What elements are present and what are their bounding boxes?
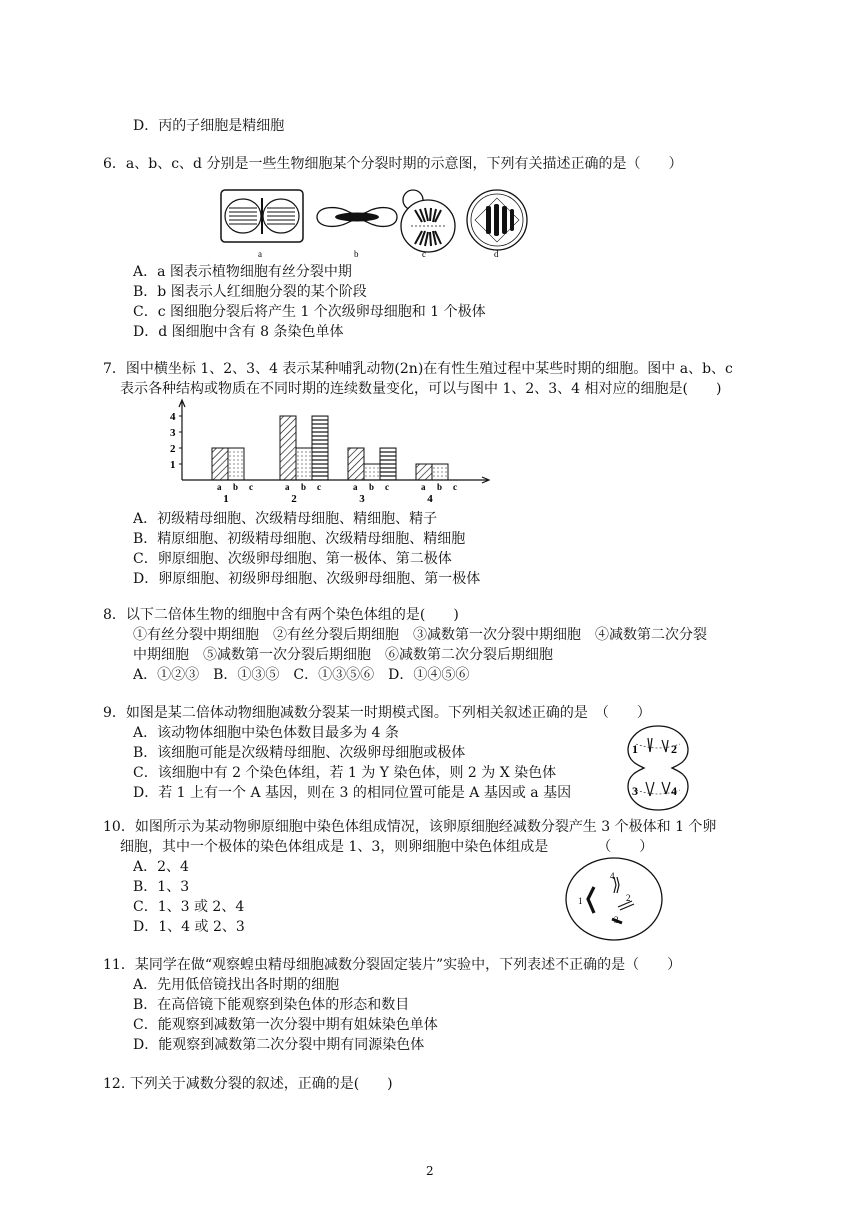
q6-figure-d	[467, 190, 527, 250]
q7-series-label: c	[317, 482, 321, 492]
q10-cell-figure	[562, 855, 666, 943]
q9-label-4: 4	[671, 784, 677, 798]
q7-category-label: 2	[291, 493, 297, 505]
q10-option-d: D．1、4 或 2、3	[133, 919, 245, 935]
q8-options: A．①②③ B．①③⑤ C．①③⑤⑥ D．①④⑤⑥	[133, 667, 470, 683]
q7-y-tick-label: 4	[170, 411, 176, 423]
q7-y-tick-label: 3	[170, 427, 176, 439]
q12-stem: 12. 下列关于减数分裂的叙述，正确的是( )	[103, 1076, 393, 1092]
q7-series-label: b	[301, 482, 307, 492]
q7-bar-c-3	[380, 448, 396, 480]
q10-label-1: 1	[578, 896, 583, 906]
q7-bar-b-3	[364, 464, 380, 480]
q7-series-label: b	[437, 482, 443, 492]
q9-cell-figure	[622, 722, 694, 814]
q6-figure-a	[221, 190, 303, 242]
q10-label-3: 3	[614, 915, 619, 925]
q9-label-1: 1	[632, 742, 638, 756]
q7-stem-line1: 7．图中横坐标 1、2、3、4 表示某种哺乳动物(2n)在有性生殖过程中某些时期的细胞。图中 a、b、c	[103, 361, 733, 377]
q5-option-d: D．丙的子细胞是精细胞	[133, 118, 285, 134]
q6-figure-b	[317, 208, 397, 227]
q7-option-a: A．初级精母细胞、次级精母细胞、精细胞、精子	[133, 511, 438, 527]
q6-label-d: d	[494, 249, 499, 259]
q7-y-tick-label: 2	[170, 443, 176, 455]
q7-bar-b-2	[296, 448, 312, 480]
q9-option-d: D．若 1 上有一个 A 基因，则在 3 的相同位置可能是 A 基因或 a 基因	[133, 785, 572, 801]
q6-label-a: a	[258, 249, 262, 259]
q6-stem: 6．a、b、c、d 分别是一些生物细胞某个分裂时期的示意图，下列有关描述正确的是（ ）	[103, 156, 683, 172]
q11-stem: 11．某同学在做“观察蝗虫精母细胞减数分裂固定装片”实验中，下列表述不正确的是（ ）	[103, 957, 682, 973]
q7-category-label: 1	[223, 493, 229, 505]
q7-bar-chart	[160, 398, 500, 508]
q9-option-c: C．该细胞中有 2 个染色体组，若 1 为 Y 染色体，则 2 为 X 染色体	[133, 765, 557, 781]
q7-series-label: a	[421, 482, 426, 492]
page-number: 2	[426, 1164, 434, 1178]
q7-option-b: B．精原细胞、初级精母细胞、次级精母细胞、精细胞	[133, 531, 466, 547]
q7-y-tick-label: 1	[170, 459, 176, 471]
q7-bar-a-4	[416, 464, 432, 480]
q11-option-a: A．先用低倍镜找出各时期的细胞	[133, 977, 340, 993]
q7-series-label: c	[385, 482, 389, 492]
q7-category-label: 4	[427, 493, 433, 505]
q10-option-b: B．1、3	[133, 879, 190, 895]
q10-stem-line1: 10．如图所示为某动物卵原细胞中染色体组成情况，该卵原细胞经减数分裂产生 3 个极体和 1 个卵	[103, 819, 717, 835]
q6-cell-figures	[215, 186, 535, 262]
q10-stem-line2: 细胞，其中一个极体的染色体组成是 1、3，则卵细胞中染色体组成是 （ ）	[120, 839, 654, 855]
q7-series-label: c	[249, 482, 253, 492]
q9-label-3: 3	[632, 784, 638, 798]
q7-bar-b-4	[432, 464, 448, 480]
q9-option-a: A．该动物体细胞中染色体数目最多为 4 条	[133, 725, 399, 741]
q7-bar-b-1	[228, 448, 244, 480]
q7-option-c: C．卵原细胞、次级卵母细胞、第一极体、第二极体	[133, 551, 452, 567]
q7-bar-a-1	[212, 448, 228, 480]
q6-option-a: A．a 图表示植物细胞有丝分裂中期	[133, 264, 352, 280]
q10-option-c: C．1、3 或 2、4	[133, 899, 245, 915]
q6-option-d: D．d 图细胞中含有 8 条染色单体	[133, 324, 344, 340]
q7-series-label: b	[369, 482, 375, 492]
q7-option-d: D．卵原细胞、初级卵母细胞、次级卵母细胞、第一极体	[133, 571, 481, 587]
q7-bar-a-2	[280, 416, 296, 480]
q7-stem-line2: 表示各种结构或物质在不同时期的连续数量变化，可以与图中 1、2、3、4 相对应的细胞是( )	[120, 381, 722, 397]
q10-label-2: 2	[626, 893, 631, 903]
q11-option-c: C．能观察到减数第一次分裂中期有姐妹染色单体	[133, 1017, 438, 1033]
q6-label-c: c	[422, 249, 426, 259]
q8-items-line2: 中期细胞 ⑤减数第一次分裂后期细胞 ⑥减数第二次分裂后期细胞	[133, 647, 553, 663]
q9-label-2: 2	[671, 742, 677, 756]
q7-series-label: a	[353, 482, 358, 492]
q7-bar-a-3	[348, 448, 364, 480]
q10-option-a: A．2、4	[133, 859, 189, 875]
q6-option-b: B．b 图表示人红细胞分裂的某个阶段	[133, 284, 367, 300]
q9-option-b: B．该细胞可能是次级精母细胞、次级卵母细胞或极体	[133, 745, 466, 761]
q7-series-label: a	[285, 482, 290, 492]
q8-items-line1: ①有丝分裂中期细胞 ②有丝分裂后期细胞 ③减数第一次分裂中期细胞 ④减数第二次分裂	[133, 627, 707, 643]
q11-option-b: B．在高倍镜下能观察到染色体的形态和数目	[133, 997, 410, 1013]
q9-stem: 9．如图是某二倍体动物细胞减数分裂某一时期模式图。下列相关叙述正确的是 （ ）	[103, 705, 651, 721]
q7-series-label: a	[217, 482, 222, 492]
q7-series-label: b	[233, 482, 239, 492]
q6-label-b: b	[354, 249, 359, 259]
q7-category-label: 3	[359, 493, 365, 505]
q8-stem: 8．以下二倍体生物的细胞中含有两个染色体组的是( )	[103, 607, 459, 623]
q7-series-label: c	[453, 482, 457, 492]
q10-label-4: 4	[610, 871, 615, 881]
q6-option-c: C．c 图细胞分裂后将产生 1 个次级卵母细胞和 1 个极体	[133, 304, 486, 320]
q11-option-d: D．能观察到减数第二次分裂中期有同源染色体	[133, 1037, 425, 1053]
q6-figure-c	[401, 190, 455, 252]
q7-bar-c-2	[312, 416, 328, 480]
